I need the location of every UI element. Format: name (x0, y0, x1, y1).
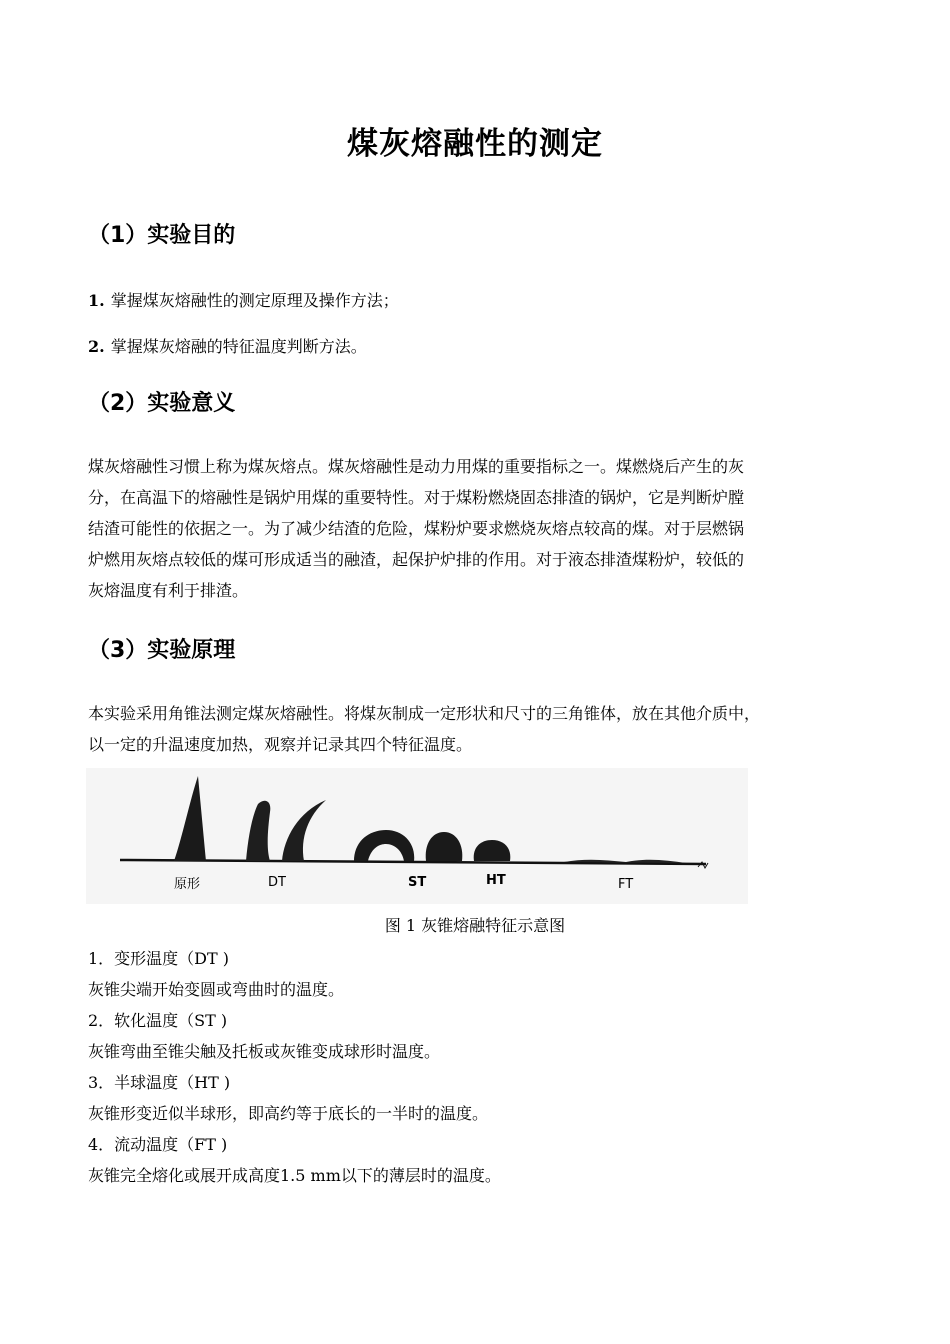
section-heading-purpose: （1）实验目的 (88, 223, 236, 248)
paragraph-principle (88, 698, 864, 760)
paragraph-line: 灰熔温度有利于排渣。 (88, 581, 249, 600)
paragraph-line: 本实验采用角锥法测定煤灰熔融性。将煤灰制成一定形状和尺寸的三角锥体，放在其他介质中， (88, 704, 761, 723)
original-cone-shape (174, 776, 206, 861)
label-original: 原形 (174, 877, 201, 892)
document-title: 煤灰熔融性的测定 (347, 126, 603, 162)
list-item (88, 288, 399, 311)
paragraph-significance (88, 451, 864, 606)
dt-bent-cone-shape (282, 800, 326, 861)
ash-cone-figure (86, 768, 748, 904)
paragraph-line: 结渣可能性的依据之一。为了减少结渣的危险，煤粉炉要求燃烧灰熔点较高的煤。对于层燃锅 (88, 519, 745, 538)
list-item-text: 掌握煤灰熔融性的测定原理及操作方法； (110, 291, 399, 310)
paragraph-line: 煤灰熔融性习惯上称为煤灰熔点。煤灰熔融性是动力用煤的重要指标之一。煤燃烧后产生的灰 (88, 457, 745, 476)
definition-term-ft: 4．流动温度（FT ) (88, 1135, 228, 1154)
ash-cone-diagram (86, 768, 748, 904)
paragraph-line: 以一定的升温速度加热，观察并记录其四个特征温度。 (88, 735, 473, 754)
definition-desc-dt: 灰锥尖端开始变圆或弯曲时的温度。 (88, 980, 345, 999)
dt-cone-shape (246, 801, 270, 861)
list-item (88, 334, 367, 357)
definition-term-st: 2．软化温度（ST ) (88, 1011, 228, 1030)
definition-desc-st: 灰锥弯曲至锥尖触及托板或灰锥变成球形时温度。 (88, 1042, 441, 1061)
list-item-text: 掌握煤灰熔融的特征温度判断方法。 (110, 337, 367, 356)
figure-caption: 图 1 灰锥熔融特征示意图 (384, 916, 566, 935)
list-item-number: 2. (88, 337, 105, 356)
definition-desc-ht: 灰锥形变近似半球形，即高约等于底长的一半时的温度。 (88, 1104, 489, 1123)
section-heading-significance: （2）实验意义 (88, 391, 236, 416)
label-ft: FT (618, 877, 634, 892)
paragraph-line: 炉燃用灰熔点较低的煤可形成适当的融渣，起保护炉排的作用。对于液态排渣煤粉炉，较低的 (88, 550, 745, 569)
st-shape (354, 830, 414, 861)
list-item-number: 1. (88, 291, 105, 310)
definition-term-ht: 3．半球温度（HT ) (88, 1073, 231, 1092)
definition-term-dt: 1．变形温度（DT ) (88, 949, 230, 968)
label-st: ST (408, 875, 427, 890)
ht-shape-2 (474, 840, 511, 861)
section-heading-principle: （3）实验原理 (88, 638, 236, 663)
ht-shape-1 (426, 832, 463, 861)
definition-desc-ft: 灰锥完全熔化或展开成高度1.5 mm以下的薄层时的温度。 (88, 1166, 501, 1185)
paragraph-line: 分，在高温下的熔融性是锅炉用煤的重要特性。对于煤粉燃烧固态排渣的锅炉，它是判断炉膛 (88, 488, 745, 507)
label-ht: HT (486, 873, 506, 888)
label-dt: DT (268, 875, 286, 890)
